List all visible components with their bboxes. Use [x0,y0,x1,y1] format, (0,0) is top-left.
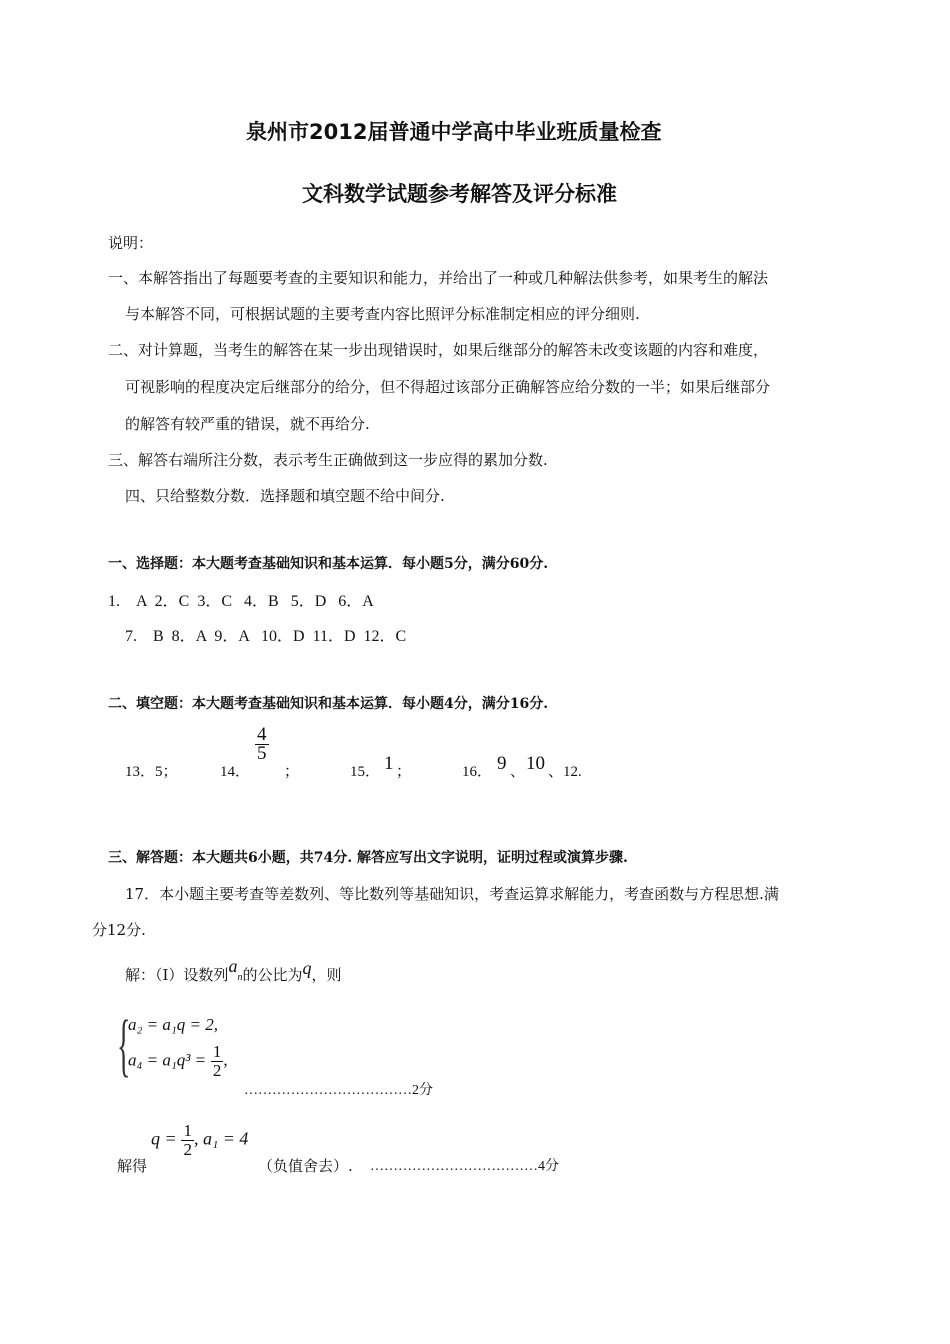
equation-2-left: a₄ = a₁q³ = [128,1050,207,1070]
solve-equation [151,1122,248,1159]
answer-15-value: 1 [384,753,394,774]
q17-solution-line [125,956,342,987]
answer-14-fraction [255,726,269,763]
section-3-heading: 三、解答题：本大题共6小题，共74分. 解答应写出文字说明，证明过程或演算步骤. [108,850,628,866]
sequence-a: a [228,956,238,976]
note-3: 三、解答右端所注分数，表示考生正确做到这一步应得的累加分数. [108,451,548,469]
note-2-line-b: 可视影响的程度决定后继部分的给分，但不得超过该部分正确解答应给分数的一半；如果后继部分 [125,378,771,396]
note-1-line-a: 一、本解答指出了每题要考查的主要知识和能力，并给出了一种或几种解法供参考，如果考生的解法 [108,269,769,287]
choice-answers-row-1: 1. A 2．C 3．C 4．B 5．D 6．A [108,593,374,610]
solve-denominator: 2 [183,1140,192,1159]
section-1-heading: 一、选择题：本大题考查基础知识和基本运算．每小题5分，满分60分. [108,556,549,572]
answer-16-separator: 、 [510,764,526,780]
q17-intro-line-a: 17．本小题主要考查等差数列、等比数列等基础知识，考查运算求解能力，考查函数与方程思想.满 [125,885,779,903]
equation-1: a₂ = a₁q = 2, [128,1015,219,1034]
q17-intro-line-b: 分12分. [92,921,146,939]
equation-2 [128,1043,228,1080]
answer-16-label: 16． [462,764,493,780]
equation-2-numerator: 1 [212,1042,222,1061]
equation-2-end: , [223,1050,228,1070]
answer-14-label: 14． [220,764,251,780]
answer-14-numerator: 4 [257,724,267,745]
solve-rest: , a₁ = 4 [193,1128,249,1149]
solve-note: （负值舍去）. [258,1157,353,1175]
solve-prefix: 解得 [117,1157,148,1175]
score-dots-2: ………………………………2分 [244,1083,433,1098]
answer-13: 13．5； [125,764,178,780]
answer-14-end: ； [284,764,300,780]
answer-16-value-a: 9 [497,753,507,774]
document-subtitle: 文科数学试题参考解答及评分标准 [302,182,617,206]
solve-numerator: 1 [183,1121,192,1140]
equation-2-denominator: 2 [212,1061,222,1080]
note-4: 四、只给整数分数．选择题和填空题不给中间分. [125,487,445,505]
solution-end: ，则 [311,966,342,984]
note-2-line-c: 的解答有较严重的错误，就不再给分. [125,415,370,433]
answer-16-value-b: 10 [526,753,545,774]
solve-q: q = [151,1128,177,1149]
answer-14-denominator: 5 [257,743,267,764]
answer-15-end: ； [396,764,412,780]
note-2-line-a: 二、对计算题，当考生的解答在某一步出现错误时，如果后继部分的解答未改变该题的内容和难度， [108,341,769,359]
solution-prefix: 解：（Ⅰ）设数列 [125,966,229,984]
solution-mid: 的公比为 [242,966,303,984]
score-dots-4: ………………………………4分 [370,1159,559,1174]
sequence-subscript: n [237,972,243,983]
note-1-line-b: 与本解答不同，可根据试题的主要考查内容比照评分标准制定相应的评分细则. [125,305,640,323]
section-2-heading: 二、填空题：本大题考查基础知识和基本运算．每小题4分，满分16分. [108,696,549,712]
document-title: 泉州市2012届普通中学高中毕业班质量检查 [246,120,662,144]
answer-15-label: 15． [350,764,381,780]
choice-answers-row-2: 7. B 8．A 9．A 10．D 11．D 12．C [125,628,407,645]
answer-16-rest: 、12. [548,764,582,780]
ratio-q: q [302,958,312,978]
notes-heading: 说明： [108,234,154,252]
system-brace: { [117,1007,131,1084]
